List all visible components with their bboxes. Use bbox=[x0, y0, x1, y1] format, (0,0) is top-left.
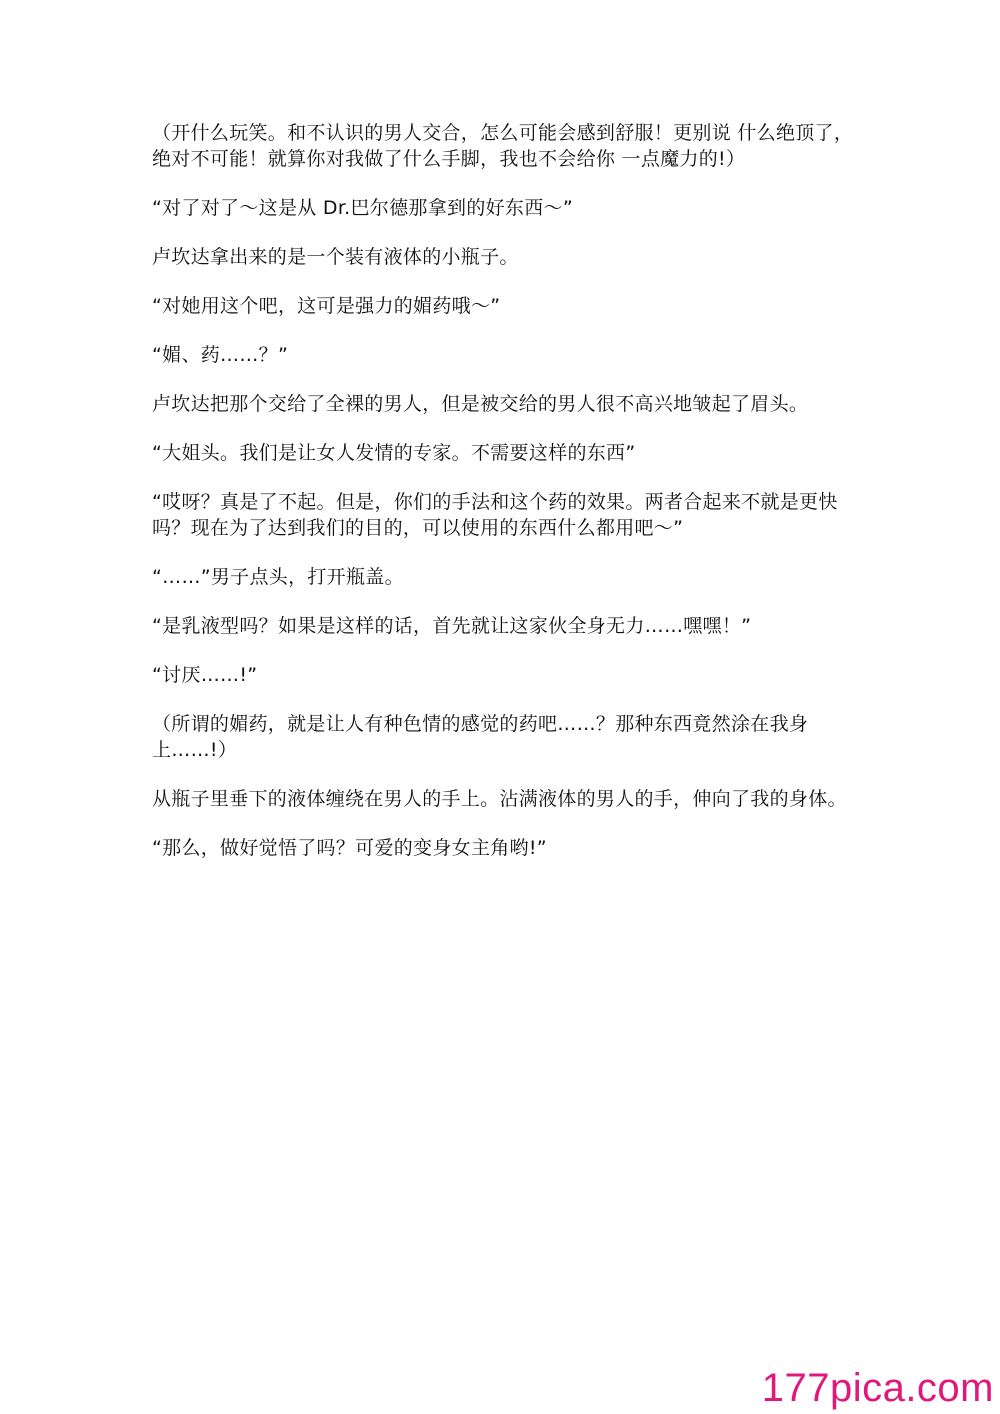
paragraph-1: （开什么玩笑。和不认识的男人交合，怎么可能会感到舒服！更别说 什么绝顶了，绝对不可能！就算你对我做了什么手脚，我也不会给你 一点魔力的!） bbox=[152, 122, 854, 170]
paragraph-3: 卢坎达拿出来的是一个装有液体的小瓶子。 bbox=[152, 246, 519, 268]
document-body bbox=[152, 120, 872, 884]
paragraph-9: “……”男子点头，打开瓶盖。 bbox=[152, 566, 404, 588]
paragraph-11: “讨厌……!” bbox=[152, 664, 258, 686]
paragraph-14: “那么，做好觉悟了吗？可爱的变身女主角哟!” bbox=[152, 837, 547, 859]
paragraph-4: “对她用这个吧，这可是强力的媚药哦～” bbox=[152, 295, 501, 317]
watermark: 177pica.com bbox=[761, 1366, 994, 1410]
paragraph-2: “对了对了～这是从 Dr.巴尔德那拿到的好东西～” bbox=[152, 197, 573, 219]
paragraph-12: （所谓的媚药，就是让人有种色情的感觉的药吧……？那种东西竟然涂在我身上……!） bbox=[152, 713, 809, 761]
paragraph-6: 卢坎达把那个交给了全裸的男人，但是被交给的男人很不高兴地皱起了眉头。 bbox=[152, 393, 809, 415]
paragraph-7: “大姐头。我们是让女人发情的专家。不需要这样的东西” bbox=[152, 442, 636, 464]
paragraph-10: “是乳液型吗？如果是这样的话，首先就让这家伙全身无力……嘿嘿！” bbox=[152, 615, 752, 637]
paragraph-8: “哎呀？真是了不起。但是，你们的手法和这个药的效果。两者合起来不就是更快吗？现在为了达到我们的目的，可以使用的东西什么都用吧～” bbox=[152, 491, 838, 539]
paragraph-5: “媚、药……？” bbox=[152, 344, 289, 366]
paragraph-13: 从瓶子里垂下的液体缠绕在男人的手上。沾满液体的男人的手，伸向了我的身体。 bbox=[152, 788, 847, 810]
